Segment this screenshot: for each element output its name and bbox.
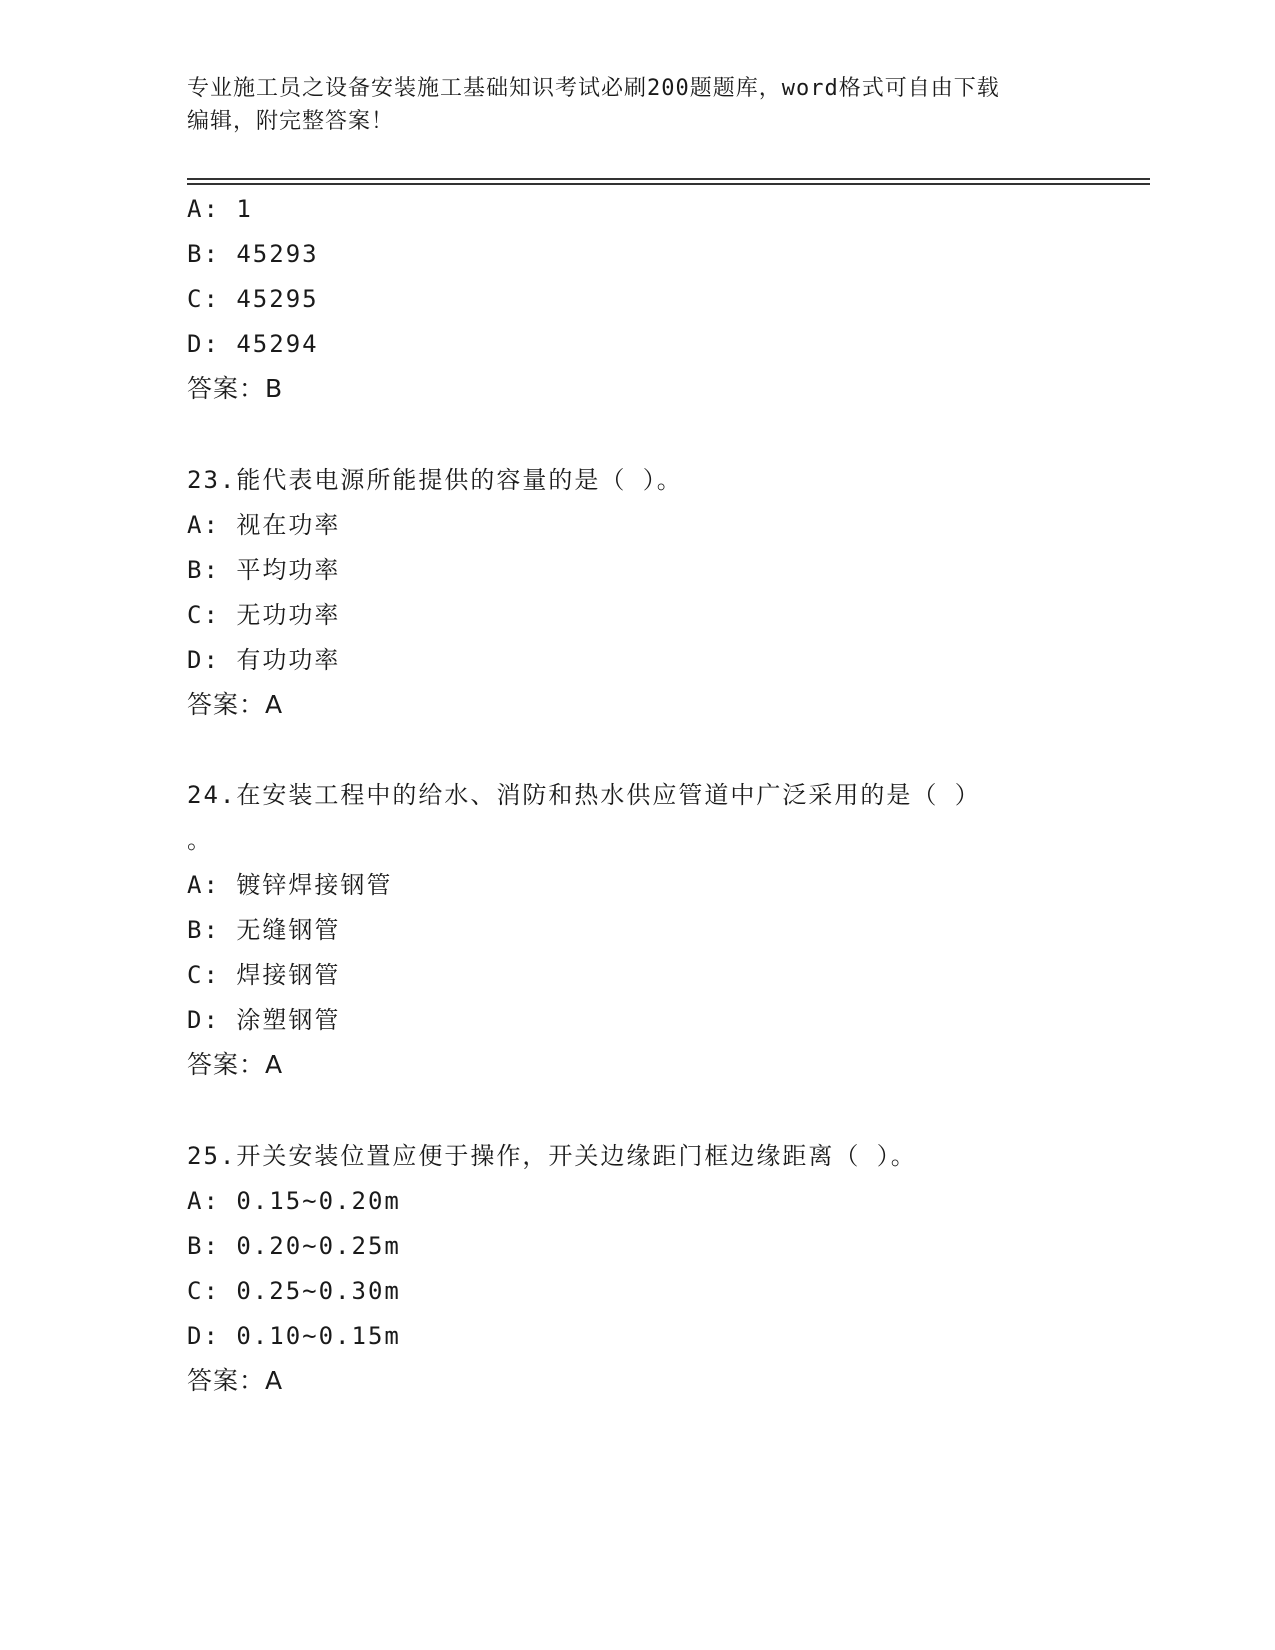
header-line-2: 编辑，附完整答案！ xyxy=(187,109,395,134)
q22-option-d: D: 45294 xyxy=(187,330,319,358)
q23-option-c: C: 无功功率 xyxy=(187,601,341,629)
header-divider-bottom xyxy=(187,183,1150,185)
header-line-1: 专业施工员之设备安装施工基础知识考试必刷200题题库，word格式可自由下载 xyxy=(187,76,1000,101)
q24-answer: 答案：A xyxy=(187,1050,284,1079)
q25-answer: 答案：A xyxy=(187,1366,284,1395)
q24-option-a: A: 镀锌焊接钢管 xyxy=(187,871,393,899)
q25-option-a: A: 0.15~0.20m xyxy=(187,1187,401,1215)
q24-option-b: B: 无缝钢管 xyxy=(187,916,341,944)
q23-option-a: A: 视在功率 xyxy=(187,511,341,539)
q22-option-b: B: 45293 xyxy=(187,240,319,268)
q23-option-b: B: 平均功率 xyxy=(187,556,341,584)
q25-question: 25.开关安装位置应便于操作，开关边缘距门框边缘距离（ ）。 xyxy=(187,1142,917,1170)
header-divider-top xyxy=(187,178,1150,180)
q24-question-line-2: 。 xyxy=(187,826,213,854)
q24-option-c: C: 焊接钢管 xyxy=(187,961,341,989)
document-header xyxy=(187,72,1067,138)
q23-question: 23.能代表电源所能提供的容量的是（ ）。 xyxy=(187,466,683,494)
q25-option-c: C: 0.25~0.30m xyxy=(187,1277,401,1305)
q24-option-d: D: 涂塑钢管 xyxy=(187,1006,341,1034)
q22-option-c: C: 45295 xyxy=(187,285,319,313)
q25-option-b: B: 0.20~0.25m xyxy=(187,1232,401,1260)
q23-option-d: D: 有功功率 xyxy=(187,646,341,674)
q22-answer: 答案：B xyxy=(187,374,284,403)
q22-option-a: A: 1 xyxy=(187,195,253,223)
q23-answer: 答案：A xyxy=(187,690,284,719)
q25-option-d: D: 0.10~0.15m xyxy=(187,1322,401,1350)
q24-question-line-1: 24.在安装工程中的给水、消防和热水供应管道中广泛采用的是（ ） xyxy=(187,781,981,809)
